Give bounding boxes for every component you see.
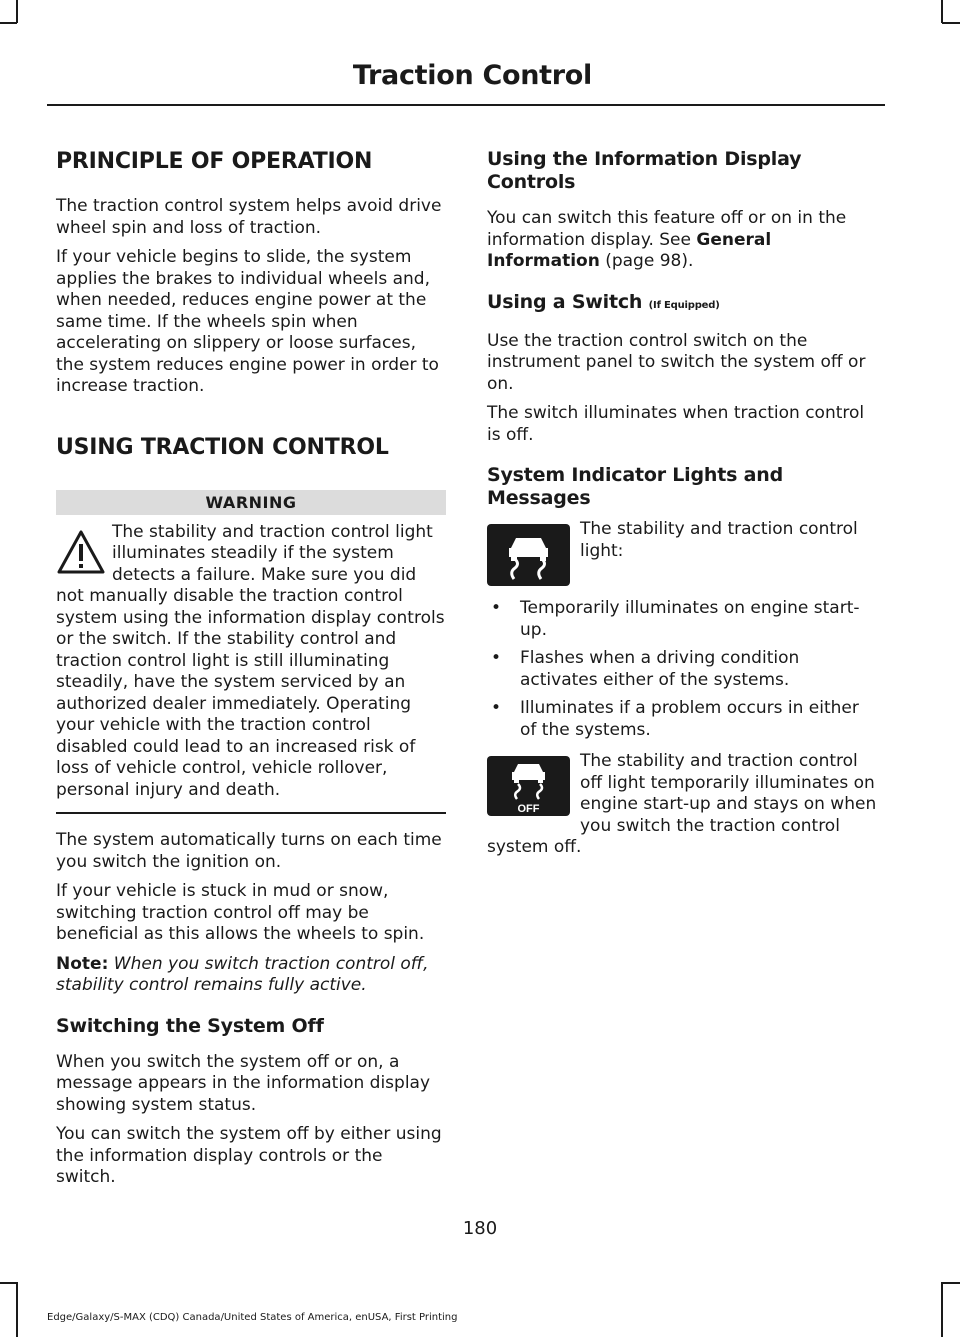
list-item-text: Temporarily illuminates on engine start-up. [520,598,860,640]
info-text-before: You can switch this feature off or on in the information display. See [487,208,847,250]
left-column [56,148,446,1189]
switching-heading: Switching the System Off [56,1014,324,1037]
page-number: 180 [462,1218,498,1239]
using-heading: USING TRACTION CONTROL [56,434,389,460]
auto-on-paragraph: The system automatically turns on each time you switch the ignition on. [56,830,442,872]
header-rule [47,104,885,106]
footer-text: Edge/Galaxy/S-MAX (CDQ) Canada/United States of America, enUSA, First Printing [47,1312,458,1323]
note-text: When you switch traction control off, stability control remains fully active. [56,953,429,995]
list-item-text: Flashes when a driving condition activates either of the systems. [520,648,800,690]
indicator-2-block [487,751,880,859]
stability-traction-light-icon [487,524,570,586]
stuck-paragraph: If your vehicle is stuck in mud or snow, switching traction control off may be beneficial as this allows the wheels to spin. [56,881,425,944]
principle-paragraph-2: If your vehicle begins to slide, the system applies the brakes to individual wheels and, when needed, reduces engine power at the same time. If the wheels spin when accelerating on slippery or loose surfaces, the system reduces engine power in order to increase traction. [56,247,439,396]
switching-paragraph-2: You can switch the system off by either using the information display controls or the switch. [56,1124,442,1187]
note-paragraph [56,954,446,997]
crop-mark [16,1282,18,1337]
indicator-heading: System Indicator Lights and Messages [487,464,783,509]
warning-rule [56,812,446,814]
switching-paragraph-1: When you switch the system off or on, a message appears in the information display showing system status. [56,1051,431,1115]
bullet: • [491,698,502,718]
principle-paragraph-1: The traction control system helps avoid drive wheel spin and loss of traction. [56,196,442,238]
crop-mark [941,0,943,23]
warning-text: The stability and traction control light illuminates steadily if the system detects a failure. Make sure you did not manually disable the traction control system using the information display controls or the switch. If the stability control and traction control light is still illuminating steadily, have the system serviced by an authorized dealer immediately. Operating your vehicle with the traction control disabled could lead to an increased risk of loss of vehicle control, vehicle rollover, personal injury and death. [56,521,445,800]
crop-mark [16,0,18,23]
crop-mark [942,1282,960,1284]
off-label: OFF [517,803,540,815]
indicator-1-block [487,519,880,590]
warning-box [56,522,446,802]
switch-heading [487,291,880,317]
if-equipped-tag: (If Equipped) [648,299,720,311]
list-item [487,598,880,641]
crop-mark [0,1282,17,1284]
list-item [487,698,880,741]
switch-heading-text: Using a Switch [487,290,643,313]
bullet: • [491,598,502,618]
page-title: Traction Control [352,60,592,91]
warning-label: WARNING [56,490,446,515]
general-information-link[interactable]: General Information [487,229,772,271]
indicator-2-text: The stability and traction control off light temporarily illuminates on engine start-up and stays on when you switch the traction control system off. [487,751,877,857]
traction-control-off-light-icon [487,756,570,816]
indicator-1-text: The stability and traction control light: [580,519,858,561]
warning-triangle-icon [56,528,106,578]
indicator-1-list [487,598,880,741]
crop-mark [941,1282,943,1337]
info-display-heading: Using the Information Display Controls [487,148,802,193]
right-column [487,148,880,859]
principle-heading: PRINCIPLE OF OPERATION [56,149,373,174]
crop-mark [942,22,960,24]
list-item-text: Illuminates if a problem occurs in either of the systems. [520,698,859,740]
crop-mark [0,22,17,24]
note-label: Note: [56,953,109,974]
info-display-paragraph [487,208,880,273]
info-text-after: (page 98). [599,251,694,271]
list-item [487,648,880,691]
bullet: • [491,648,502,668]
switch-paragraph-2: The switch illuminates when traction control is off. [487,403,865,445]
switch-paragraph-1: Use the traction control switch on the instrument panel to switch the system off or on. [487,330,866,394]
